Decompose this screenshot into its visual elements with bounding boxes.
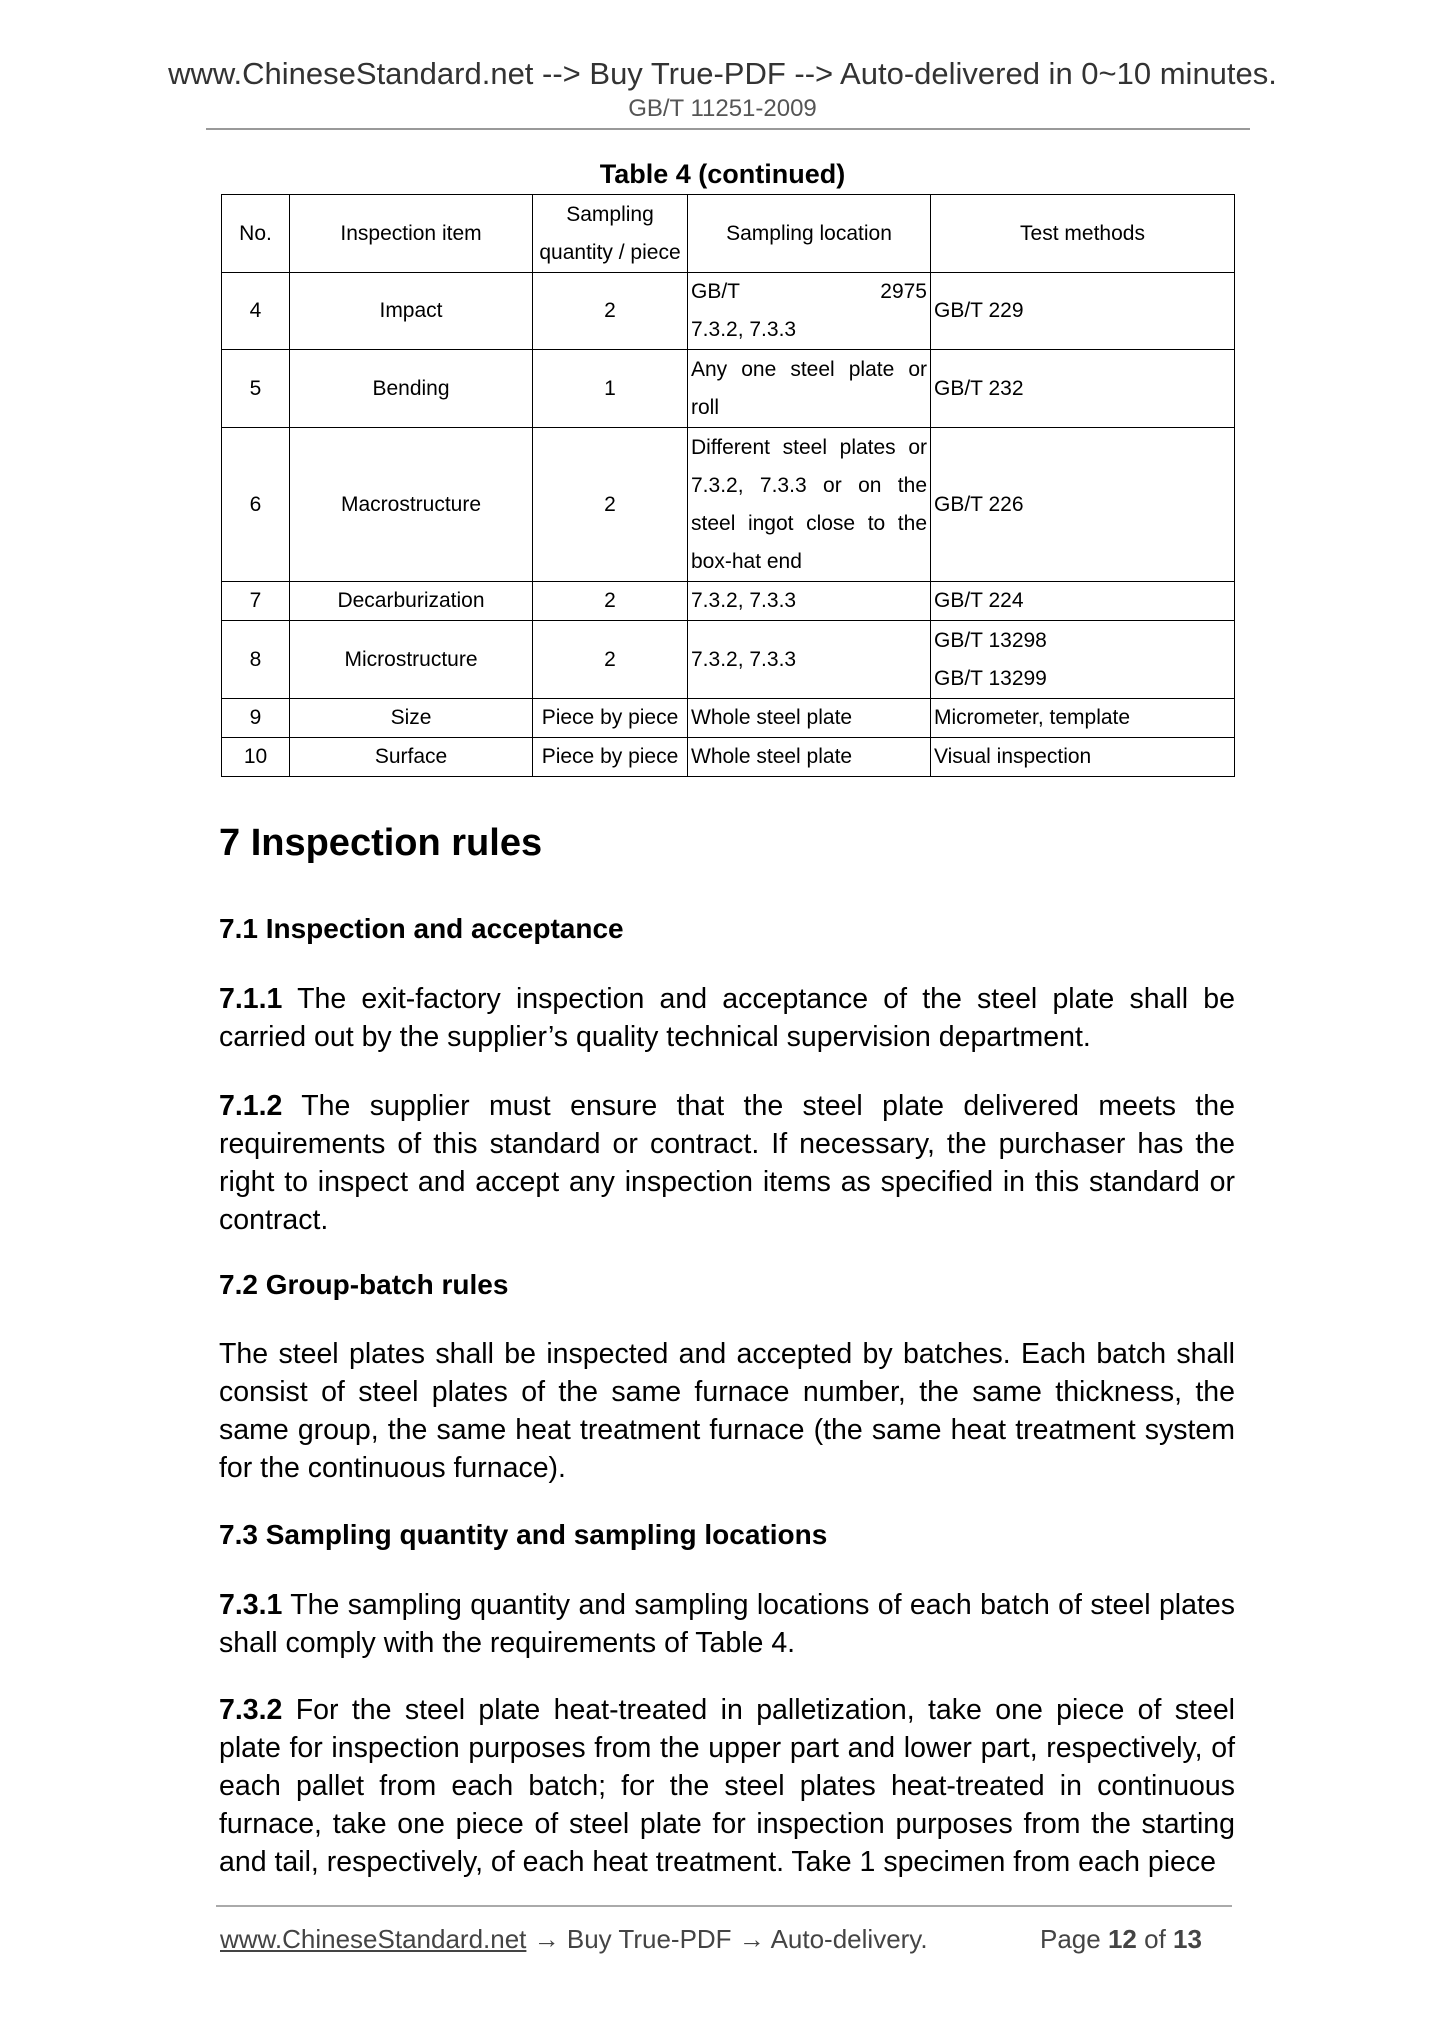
para-7-2: The steel plates shall be inspected and accepted by batches. Each batch shall consist of steel plates of the same furnace number, the same thickness, the same group, the same heat treatment furnace (the same heat treatment system for the continuous furnace). (219, 1338, 1235, 1484)
table-row (222, 738, 1235, 777)
cell-method: GB/T 226 (931, 428, 1235, 582)
footer-text: www.ChineseStandard.net → Buy True-PDF → Auto-delivery. (220, 1924, 928, 1954)
cell-item: Macrostructure (290, 428, 533, 582)
heading-7-2: 7.2 Group-batch rules (219, 1269, 509, 1300)
para-7-1-2: 7.1.2 The supplier must ensure that the steel plate delivered meets the requirements of this standard or contract. If necessary, the purchaser has the right to inspect and accept any inspection items as specified in this standard or contract. (219, 1090, 1235, 1236)
cell-no: 10 (222, 738, 290, 777)
table-row (222, 699, 1235, 738)
table-row (222, 273, 1235, 350)
cell-location: GB/T 2975 7.3.2, 7.3.3 (688, 273, 931, 350)
cell-no: 7 (222, 582, 290, 621)
header-divider (206, 128, 1250, 130)
cell-method: GB/T 232 (931, 350, 1235, 428)
cell-method: Micrometer, template (931, 699, 1235, 738)
cell-item: Bending (290, 350, 533, 428)
header-qty: Sampling quantity / piece (533, 195, 688, 273)
table-header-row (222, 195, 1235, 273)
cell-qty: Piece by piece (533, 738, 688, 777)
cell-qty: 2 (533, 621, 688, 699)
cell-method: Visual inspection (931, 738, 1235, 777)
cell-item: Decarburization (290, 582, 533, 621)
table-row (222, 428, 1235, 582)
cell-no: 4 (222, 273, 290, 350)
cell-method: GB/T 229 (931, 273, 1235, 350)
table-row (222, 621, 1235, 699)
header-method: Test methods (931, 195, 1235, 273)
header-location: Sampling location (688, 195, 931, 273)
footer-divider (216, 1905, 1232, 1907)
cell-qty: 2 (533, 582, 688, 621)
cell-qty: 2 (533, 273, 688, 350)
cell-item: Microstructure (290, 621, 533, 699)
cell-item: Surface (290, 738, 533, 777)
header-item: Inspection item (290, 195, 533, 273)
section-title: 7 Inspection rules (219, 822, 543, 864)
cell-item: Size (290, 699, 533, 738)
table-row (222, 582, 1235, 621)
cell-qty: 1 (533, 350, 688, 428)
para-7-1-1: 7.1.1 The exit-factory inspection and acceptance of the steel plate shall be carried out by the supplier’s quality technical supervision department. (219, 983, 1235, 1053)
table-title: Table 4 (continued) (599, 159, 846, 189)
cell-qty: 2 (533, 428, 688, 582)
page-number: Page 12 of 13 (1040, 1924, 1202, 1954)
standard-number: GB/T 11251-2009 (628, 95, 817, 122)
cell-qty: Piece by piece (533, 699, 688, 738)
cell-location: Whole steel plate (688, 699, 931, 738)
cell-location: Different steel plates or 7.3.2, 7.3.3 or on the steel ingot close to the box-hat end (688, 428, 931, 582)
cell-location: Any one steel plate or roll (688, 350, 931, 428)
inspection-table (221, 194, 1235, 777)
cell-method: GB/T 224 (931, 582, 1235, 621)
cell-no: 6 (222, 428, 290, 582)
cell-method: GB/T 13298 GB/T 13299 (931, 621, 1235, 699)
header-no: No. (222, 195, 290, 273)
cell-location: Whole steel plate (688, 738, 931, 777)
cell-location: 7.3.2, 7.3.3 (688, 582, 931, 621)
cell-item: Impact (290, 273, 533, 350)
footer-link[interactable]: www.ChineseStandard.net (220, 1924, 527, 1954)
cell-no: 5 (222, 350, 290, 428)
heading-7-1: 7.1 Inspection and acceptance (219, 913, 624, 944)
cell-location: 7.3.2, 7.3.3 (688, 621, 931, 699)
table-row (222, 350, 1235, 428)
para-7-3-2: 7.3.2 For the steel plate heat-treated in palletization, take one piece of steel plate for inspection purposes from the upper part and lower part, respectively, of each pallet from each batch; for the steel plates heat-treated in continuous furnace, take one piece of steel plate for inspection purposes from the starting and tail, respectively, of each heat treatment. Take 1 specimen from each piece (219, 1694, 1235, 1878)
heading-7-3: 7.3 Sampling quantity and sampling locations (219, 1519, 828, 1550)
para-7-3-1: 7.3.1 The sampling quantity and sampling locations of each batch of steel plates shall comply with the requirements of Table 4. (219, 1589, 1235, 1659)
cell-no: 9 (222, 699, 290, 738)
banner-text: www.ChineseStandard.net --> Buy True-PDF --> Auto-delivered in 0~10 minutes. (168, 56, 1277, 91)
cell-no: 8 (222, 621, 290, 699)
